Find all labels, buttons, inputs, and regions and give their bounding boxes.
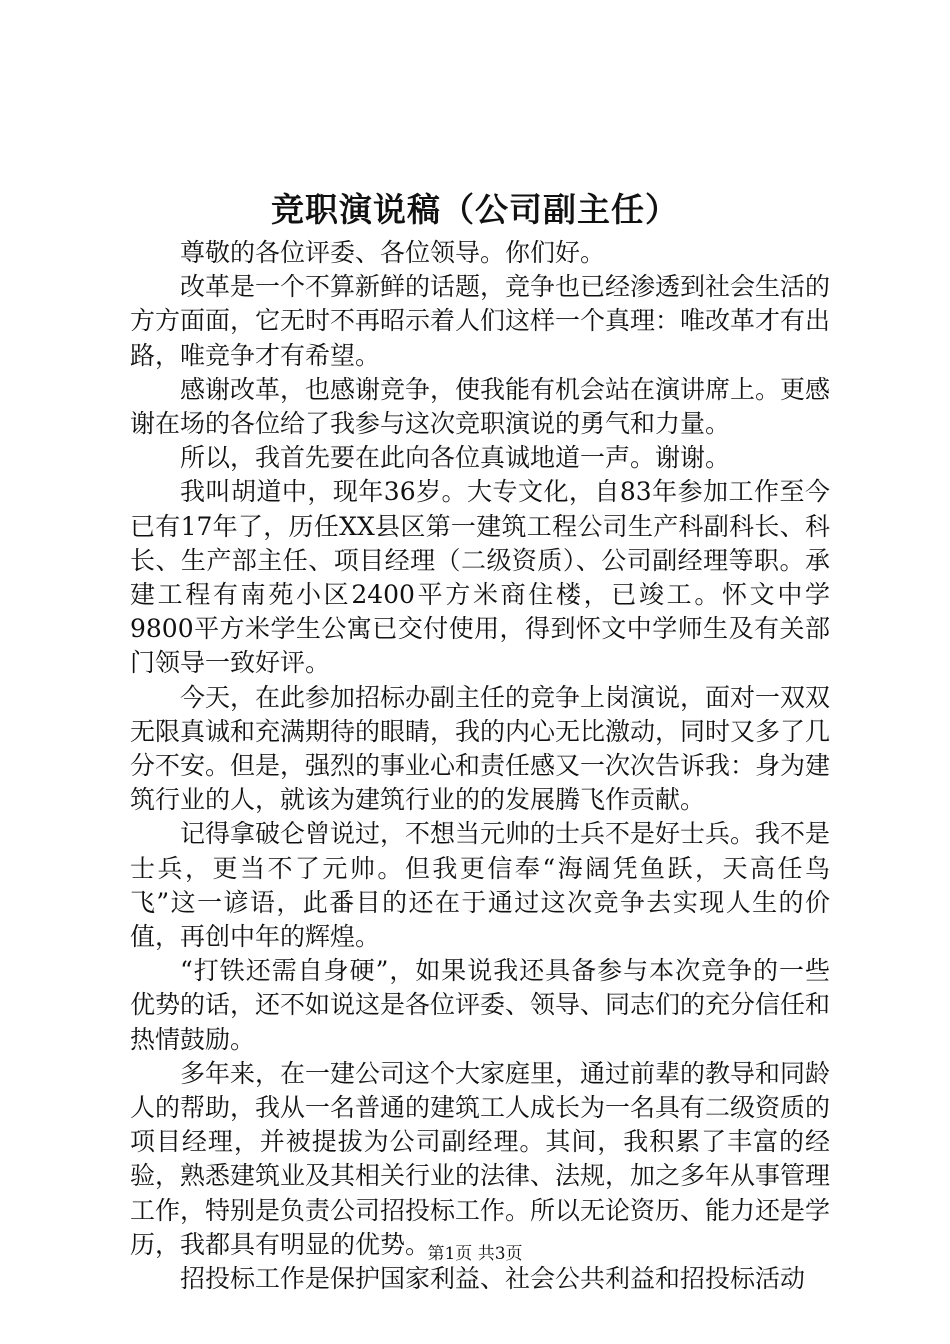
document-body	[130, 236, 830, 1296]
paragraph: 感谢改革，也感谢竞争，使我能有机会站在演讲席上。更感谢在场的各位给了我参与这次竞职演说的勇气和力量。	[130, 374, 831, 439]
paragraph-greeting: 尊敬的各位评委、各位领导。你们好。	[180, 238, 606, 267]
page-title: 竞职演说稿（公司副主任）	[271, 190, 679, 229]
page-footer: 第1页 共3页	[427, 1244, 523, 1264]
paragraph: 招投标工作是保护国家利益、社会公共利益和招投标活动	[180, 1264, 806, 1294]
paragraph: “打铁还需自身硬”，如果说我还具备参与本次竞争的一些优势的话，还不如说这是各位评委、领导、同志们的充分信任和热情鼓励。	[130, 956, 831, 1054]
paragraph: 所以，我首先要在此向各位真诚地道一声。谢谢。	[180, 443, 731, 473]
paragraph: 多年来，在一建公司这个大家庭里，通过前辈的教导和同龄人的帮助，我从一名普通的建筑工人成长为一名具有二级资质的项目经理，并被提拔为公司副经理。其间，我积累了丰富的经验，熟悉建筑业及其相关行业的法律、法规，加之多年从事管理工作，特别是负责公司招投标工作。所以无论资历、能力还是学历，我都具有明显的优势。	[130, 1058, 831, 1259]
paragraph: 改革是一个不算新鲜的话题，竞争也已经渗透到社会生活的方方面面，它无时不再昭示着人们这样一个真理：唯改革才有出路，唯竞争才有希望。	[130, 272, 831, 370]
paragraph: 今天，在此参加招标办副主任的竞争上岗演说，面对一双双无限真诚和充满期待的眼睛，我的内心无比激动，同时又多了几分不安。但是，强烈的事业心和责任感又一次次告诉我：身为建筑行业的人，就该为建筑行业的的发展腾飞作贡献。	[130, 682, 831, 815]
paragraph: 我叫胡道中，现年36岁。大专文化，自83年参加工作至今已有17年了，历任XX县区第一建筑工程公司生产科副科长、科长、生产部主任、项目经理（二级资质）、公司副经理等职。承建工程有南苑小区2400平方米商住楼，已竣工。怀文中学9800平方米学生公寓已交付使用，得到怀文中学师生及有关部门领导一致好评。	[130, 477, 830, 678]
paragraph: 记得拿破仑曾说过，不想当元帅的士兵不是好士兵。我不是士兵，更当不了元帅。但我更信奉“海阔凭鱼跃，天高任鸟飞”这一谚语，此番目的还在于通过这次竞争去实现人生的价值，再创中年的辉煌。	[130, 819, 831, 952]
